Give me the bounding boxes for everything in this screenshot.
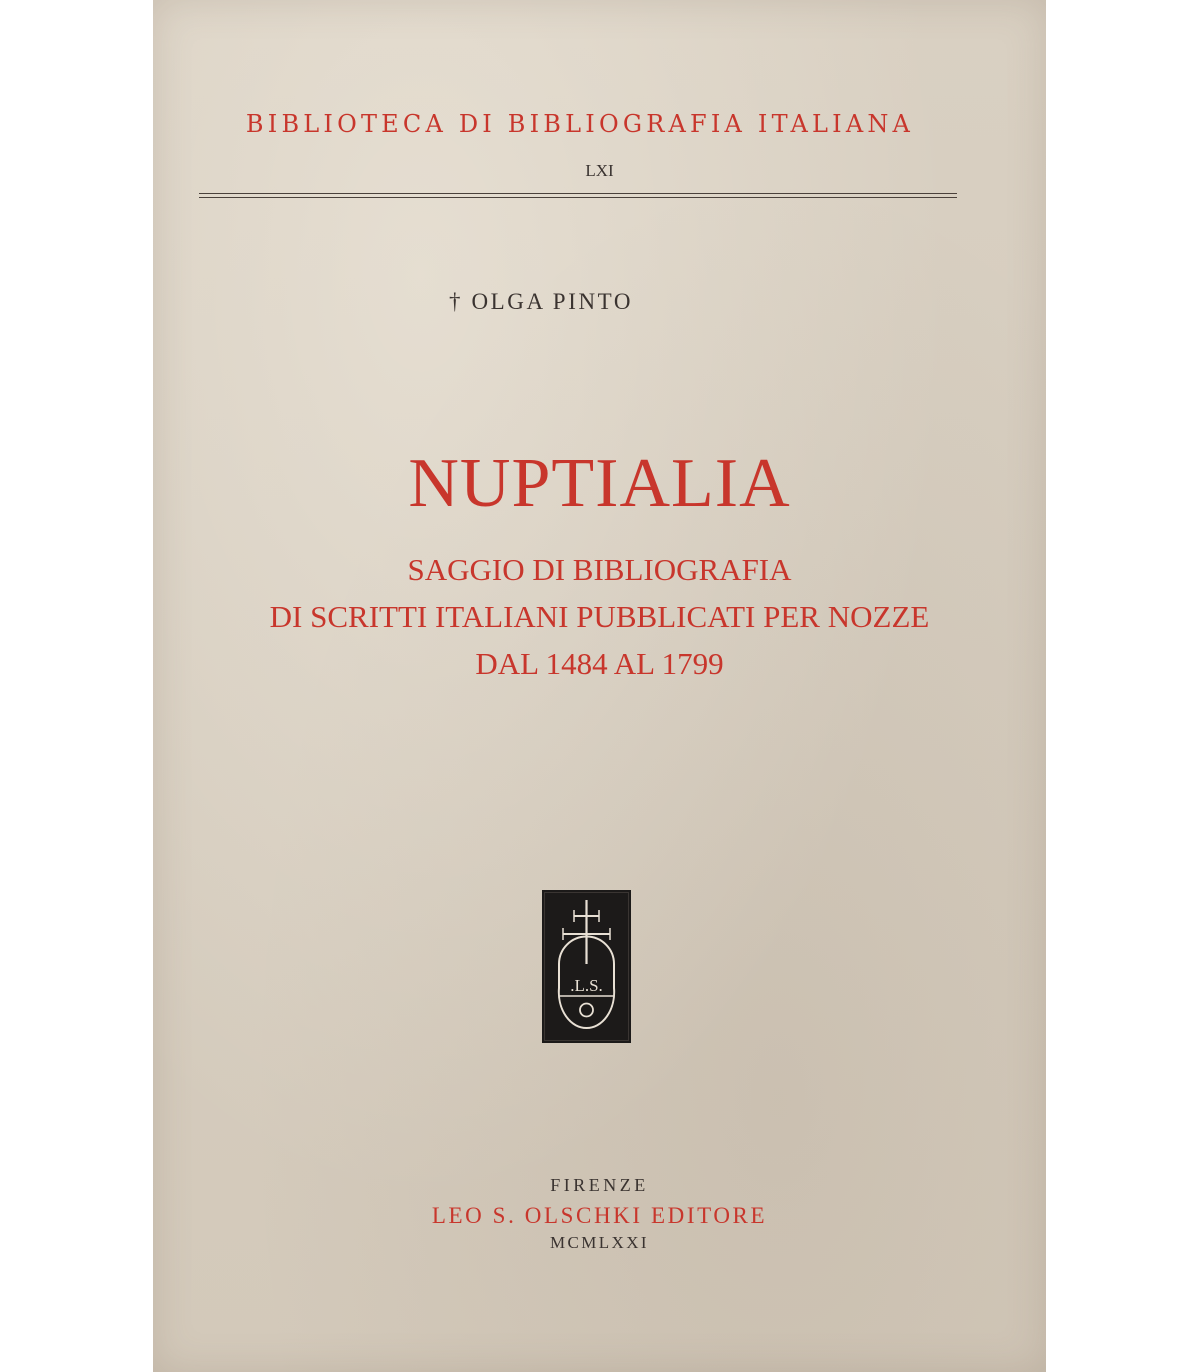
emblem-monogram: .L.S.	[570, 976, 603, 995]
series-number: LXI	[585, 161, 614, 180]
imprint-place: FIRENZE	[550, 1175, 649, 1195]
subtitle-line-3: DAL 1484 AL 1799	[475, 646, 724, 681]
subtitle-line-2: DI SCRITTI ITALIANI PUBBLICATI PER NOZZE	[269, 599, 930, 634]
author-name: † OLGA PINTO	[449, 289, 634, 314]
series-title: BIBLIOTECA DI BIBLIOGRAFIA ITALIANA	[245, 110, 915, 138]
book-title: NUPTIALIA	[408, 445, 791, 522]
subtitle-line-1: SAGGIO DI BIBLIOGRAFIA	[407, 552, 792, 587]
imprint-publisher: LEO S. OLSCHKI EDITORE	[431, 1203, 768, 1228]
publisher-mark-cross-icon	[542, 890, 631, 1043]
imprint-year: MCMLXXI	[550, 1233, 649, 1252]
double-rule-divider	[199, 193, 957, 198]
book-cover	[153, 0, 1046, 1372]
